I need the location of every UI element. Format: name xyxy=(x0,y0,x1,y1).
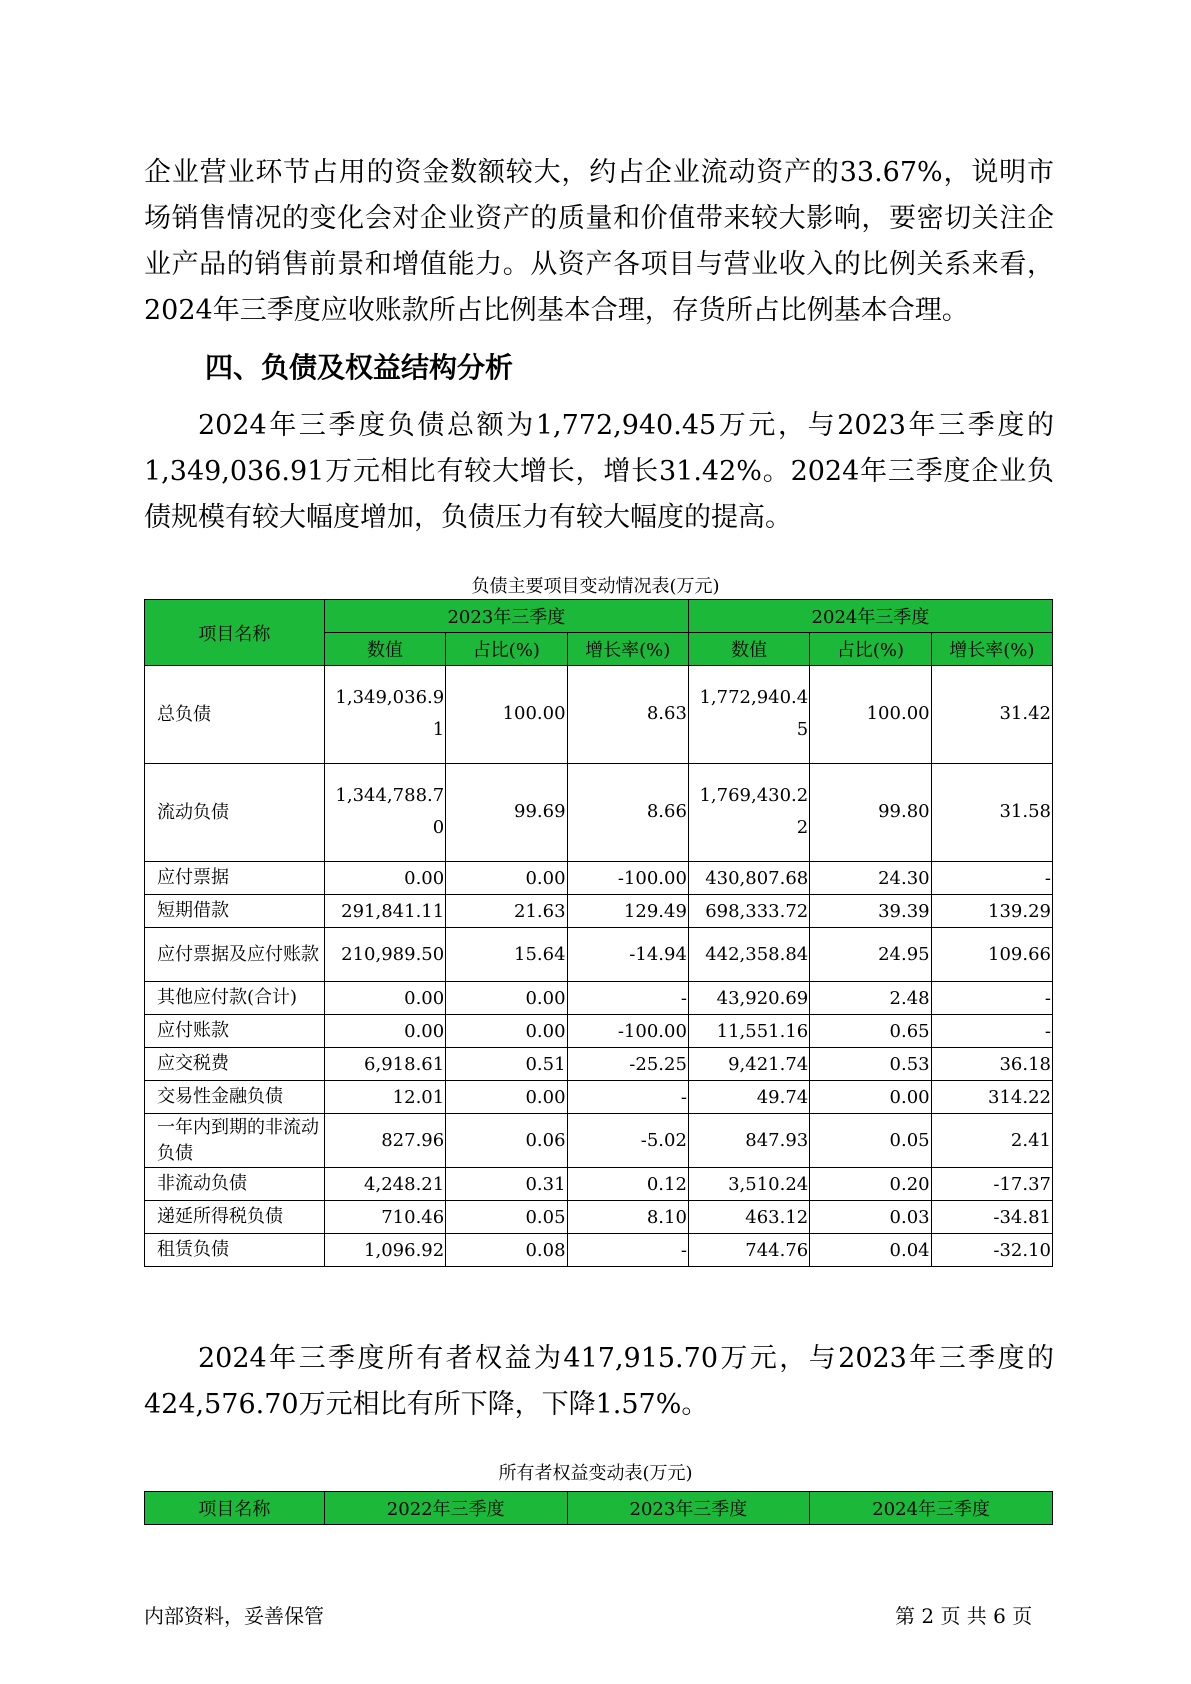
row-name: 应付账款 xyxy=(145,1015,325,1048)
cell-value: 3,510.24 xyxy=(688,1168,809,1201)
cell-share: 0.00 xyxy=(810,1081,931,1114)
cell-value: 698,333.72 xyxy=(688,895,809,928)
cell-growth: 109.66 xyxy=(931,928,1052,982)
cell-growth: - xyxy=(567,982,688,1015)
cell-growth: -17.37 xyxy=(931,1168,1052,1201)
equity-table xyxy=(144,1491,1053,1525)
cell-share: 0.05 xyxy=(446,1201,567,1234)
cell-growth: 139.29 xyxy=(931,895,1052,928)
cell-share: 0.03 xyxy=(810,1201,931,1234)
paragraph-equity-summary: 2024年三季度所有者权益为417,915.70万元，与2023年三季度的424,576.70万元相比有所下降，下降1.57%。 xyxy=(144,1343,1054,1420)
cell-growth: 36.18 xyxy=(931,1048,1052,1081)
cell-value: 430,807.68 xyxy=(688,862,809,895)
cell-value: 0.00 xyxy=(324,1015,445,1048)
cell-value: 43,920.69 xyxy=(688,982,809,1015)
table-row xyxy=(145,1048,1053,1081)
cell-value: 11,551.16 xyxy=(688,1015,809,1048)
cell-share: 2.48 xyxy=(810,982,931,1015)
cell-value: 827.96 xyxy=(324,1114,445,1168)
header-growth: 增长率(%) xyxy=(567,633,688,666)
cell-growth: - xyxy=(931,982,1052,1015)
footer-confidential-note: 内部资料，妥善保管 xyxy=(144,1604,324,1628)
header-period-2023: 2023年三季度 xyxy=(324,600,688,633)
cell-value: 291,841.11 xyxy=(324,895,445,928)
row-name: 短期借款 xyxy=(145,895,325,928)
cell-growth: - xyxy=(931,862,1052,895)
row-name: 应付票据 xyxy=(145,862,325,895)
row-name: 租赁负债 xyxy=(145,1234,325,1267)
cell-growth: 2.41 xyxy=(931,1114,1052,1168)
table-row xyxy=(145,862,1053,895)
cell-growth: -25.25 xyxy=(567,1048,688,1081)
cell-share: 0.00 xyxy=(446,1015,567,1048)
cell-share: 0.53 xyxy=(810,1048,931,1081)
table-row xyxy=(145,1201,1053,1234)
cell-growth: 8.66 xyxy=(567,764,688,862)
cell-value: 1,344,788.70 xyxy=(324,764,445,862)
cell-growth: -100.00 xyxy=(567,1015,688,1048)
cell-share: 99.69 xyxy=(446,764,567,862)
cell-share: 0.51 xyxy=(446,1048,567,1081)
header-period-2024: 2024年三季度 xyxy=(688,600,1052,633)
table-row xyxy=(145,1234,1053,1267)
cell-share: 0.65 xyxy=(810,1015,931,1048)
cell-share: 0.20 xyxy=(810,1168,931,1201)
header-item-name: 项目名称 xyxy=(145,600,325,666)
cell-growth: 0.12 xyxy=(567,1168,688,1201)
cell-share: 39.39 xyxy=(810,895,931,928)
paragraph-liability-summary: 2024年三季度负债总额为1,772,940.45万元，与2023年三季度的1,349,036.91万元相比有较大增长，增长31.42%。2024年三季度企业负债规模有较大幅度增加，负债压力有较大幅度的提高。 xyxy=(144,410,1054,533)
cell-growth: 314.22 xyxy=(931,1081,1052,1114)
cell-share: 100.00 xyxy=(810,666,931,764)
cell-value: 0.00 xyxy=(324,862,445,895)
table-row xyxy=(145,764,1053,862)
row-name: 流动负债 xyxy=(145,764,325,862)
row-name: 交易性金融负债 xyxy=(145,1081,325,1114)
row-name: 总负债 xyxy=(145,666,325,764)
row-name: 应交税费 xyxy=(145,1048,325,1081)
row-name: 其他应付款(合计) xyxy=(145,982,325,1015)
cell-share: 0.08 xyxy=(446,1234,567,1267)
row-name: 一年内到期的非流动负债 xyxy=(145,1114,325,1168)
table-row xyxy=(145,1081,1053,1114)
cell-share: 0.00 xyxy=(446,1081,567,1114)
cell-value: 9,421.74 xyxy=(688,1048,809,1081)
cell-value: 12.01 xyxy=(324,1081,445,1114)
table-row xyxy=(145,982,1053,1015)
cell-share: 0.05 xyxy=(810,1114,931,1168)
cell-value: 1,096.92 xyxy=(324,1234,445,1267)
table-caption-equity: 所有者权益变动表(万元) xyxy=(498,1463,693,1484)
cell-growth: 31.58 xyxy=(931,764,1052,862)
cell-growth: -5.02 xyxy=(567,1114,688,1168)
cell-growth: 8.10 xyxy=(567,1201,688,1234)
table-row xyxy=(145,928,1053,982)
header-share: 占比(%) xyxy=(446,633,567,666)
row-name: 递延所得税负债 xyxy=(145,1201,325,1234)
cell-value: 0.00 xyxy=(324,982,445,1015)
cell-share: 21.63 xyxy=(446,895,567,928)
cell-value: 1,349,036.91 xyxy=(324,666,445,764)
cell-share: 0.00 xyxy=(446,982,567,1015)
cell-growth: -32.10 xyxy=(931,1234,1052,1267)
cell-value: 210,989.50 xyxy=(324,928,445,982)
cell-growth: 129.49 xyxy=(567,895,688,928)
header-period-2024: 2024年三季度 xyxy=(810,1492,1053,1525)
table-row xyxy=(145,1168,1053,1201)
cell-growth: -34.81 xyxy=(931,1201,1052,1234)
cell-growth: -14.94 xyxy=(567,928,688,982)
paragraph-asset-summary: 企业营业环节占用的资金数额较大，约占企业流动资产的33.67%，说明市场销售情况的变化会对企业资产的质量和价值带来较大影响，要密切关注企业产品的销售前景和增值能力。从资产各项目与营业收入的比例关系来看，2024年三季度应收账款所占比例基本合理，存货所占比例基本合理。 xyxy=(144,157,1054,326)
cell-growth: 8.63 xyxy=(567,666,688,764)
cell-growth: -100.00 xyxy=(567,862,688,895)
header-value: 数值 xyxy=(688,633,809,666)
table-row xyxy=(145,666,1053,764)
cell-share: 24.30 xyxy=(810,862,931,895)
row-name: 非流动负债 xyxy=(145,1168,325,1201)
row-name: 应付票据及应付账款 xyxy=(145,928,325,982)
cell-share: 0.04 xyxy=(810,1234,931,1267)
cell-share: 99.80 xyxy=(810,764,931,862)
cell-share: 0.00 xyxy=(446,862,567,895)
cell-share: 0.06 xyxy=(446,1114,567,1168)
cell-value: 744.76 xyxy=(688,1234,809,1267)
liabilities-table xyxy=(144,599,1053,1267)
cell-growth: - xyxy=(567,1081,688,1114)
cell-share: 24.95 xyxy=(810,928,931,982)
cell-value: 847.93 xyxy=(688,1114,809,1168)
header-value: 数值 xyxy=(324,633,445,666)
table-caption-liabilities: 负债主要项目变动情况表(万元) xyxy=(471,576,720,597)
table-row xyxy=(145,895,1053,928)
header-period-2022: 2022年三季度 xyxy=(324,1492,567,1525)
header-share: 占比(%) xyxy=(810,633,931,666)
cell-value: 463.12 xyxy=(688,1201,809,1234)
table-row xyxy=(145,1015,1053,1048)
cell-growth: - xyxy=(931,1015,1052,1048)
table-row xyxy=(145,1114,1053,1168)
cell-growth: - xyxy=(567,1234,688,1267)
cell-value: 49.74 xyxy=(688,1081,809,1114)
cell-value: 4,248.21 xyxy=(324,1168,445,1201)
cell-value: 1,769,430.22 xyxy=(688,764,809,862)
cell-share: 0.31 xyxy=(446,1168,567,1201)
cell-value: 6,918.61 xyxy=(324,1048,445,1081)
cell-value: 1,772,940.45 xyxy=(688,666,809,764)
section-heading: 四、负债及权益结构分析 xyxy=(205,351,514,384)
cell-value: 710.46 xyxy=(324,1201,445,1234)
cell-share: 100.00 xyxy=(446,666,567,764)
cell-share: 15.64 xyxy=(446,928,567,982)
cell-value: 442,358.84 xyxy=(688,928,809,982)
header-growth: 增长率(%) xyxy=(931,633,1052,666)
header-item-name: 项目名称 xyxy=(145,1492,325,1525)
footer-page-number: 第 2 页 共 6 页 xyxy=(895,1604,1033,1628)
cell-growth: 31.42 xyxy=(931,666,1052,764)
header-period-2023: 2023年三季度 xyxy=(567,1492,810,1525)
